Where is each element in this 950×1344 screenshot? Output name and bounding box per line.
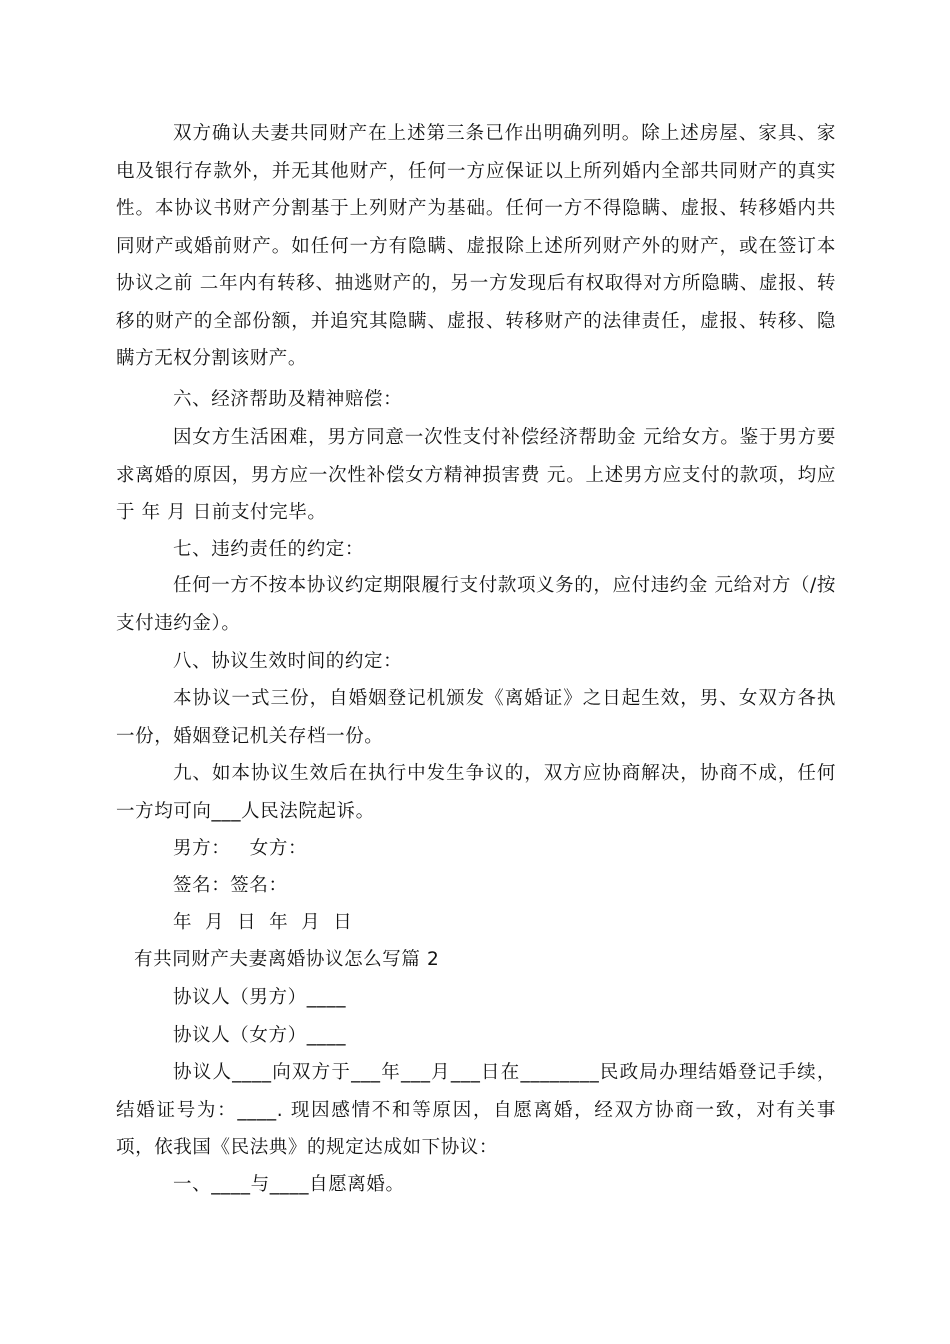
paragraph-agreement-intro: 协议人____向双方于___年___月___日在________民政局办理结婚登记手续，结婚证号为：____. 现因感情不和等原因，自愿离婚，经双方协商一致，对有关事项，依我国《民法典》的规定达成如下协议： [116, 1062, 836, 1158]
party-man: 协议人（男方）____ [173, 987, 347, 1008]
paragraph-property-confirmation: 双方确认夫妻共同财产在上述第三条已作出明确列明。除上述房屋、家具、家电及银行存款外，并无其他财产，任何一方应保证以上所列婚内全部共同财产的真实性。本协议书财产分割基于上列财产为基础。任何一方不得隐瞒、虚报、转移婚内共同财产或婚前财产。如任何一方有隐瞒、虚报除上述所列财产外的财产，或在签订本协议之前 二年内有转移、抽逃财产的，另一方发现后有权取得对方所隐瞒、虚报、转移的财产的全部份额，并追究其隐瞒、虚报、转移财产的法律责任，虚报、转移、隐瞒方无权分割该财产。 [116, 123, 836, 369]
signature-date: 年 月 日 年 月 日 [173, 912, 353, 933]
signature-parties: 男方： 女方： [173, 838, 308, 859]
paragraph-effective-time: 本协议一式三份，自婚姻登记机颁发《离婚证》之日起生效，男、女双方各执一份，婚姻登记机关存档一份。 [116, 688, 836, 747]
party-woman: 协议人（女方）____ [173, 1025, 347, 1046]
heading-effective-time: 八、协议生效时间的约定： [173, 651, 403, 672]
signature-sign: 签名：签名： [173, 875, 288, 896]
heading-breach-liability: 七、违约责任的约定： [173, 539, 365, 560]
heading-economic-help: 六、经济帮助及精神赔偿： [173, 389, 403, 410]
clause-one: 一、____与____自愿离婚。 [173, 1174, 405, 1195]
paragraph-dispute: 九、如本协议生效后在执行中发生争议的，双方应协商解决，协商不成，任何一方均可向___人民法院起诉。 [116, 763, 836, 822]
section-title: 有共同财产夫妻离婚协议怎么写篇 2 [134, 949, 440, 970]
paragraph-economic-help: 因女方生活困难，男方同意一次性支付补偿经济帮助金 元给女方。鉴于男方要求离婚的原因，男方应一次性补偿女方精神损害费 元。上述男方应支付的款项，均应于 年 月 日前支付完毕。 [116, 427, 836, 523]
paragraph-breach-liability: 任何一方不按本协议约定期限履行支付款项义务的，应付违约金 元给对方（/按支付违约金）。 [116, 575, 836, 634]
